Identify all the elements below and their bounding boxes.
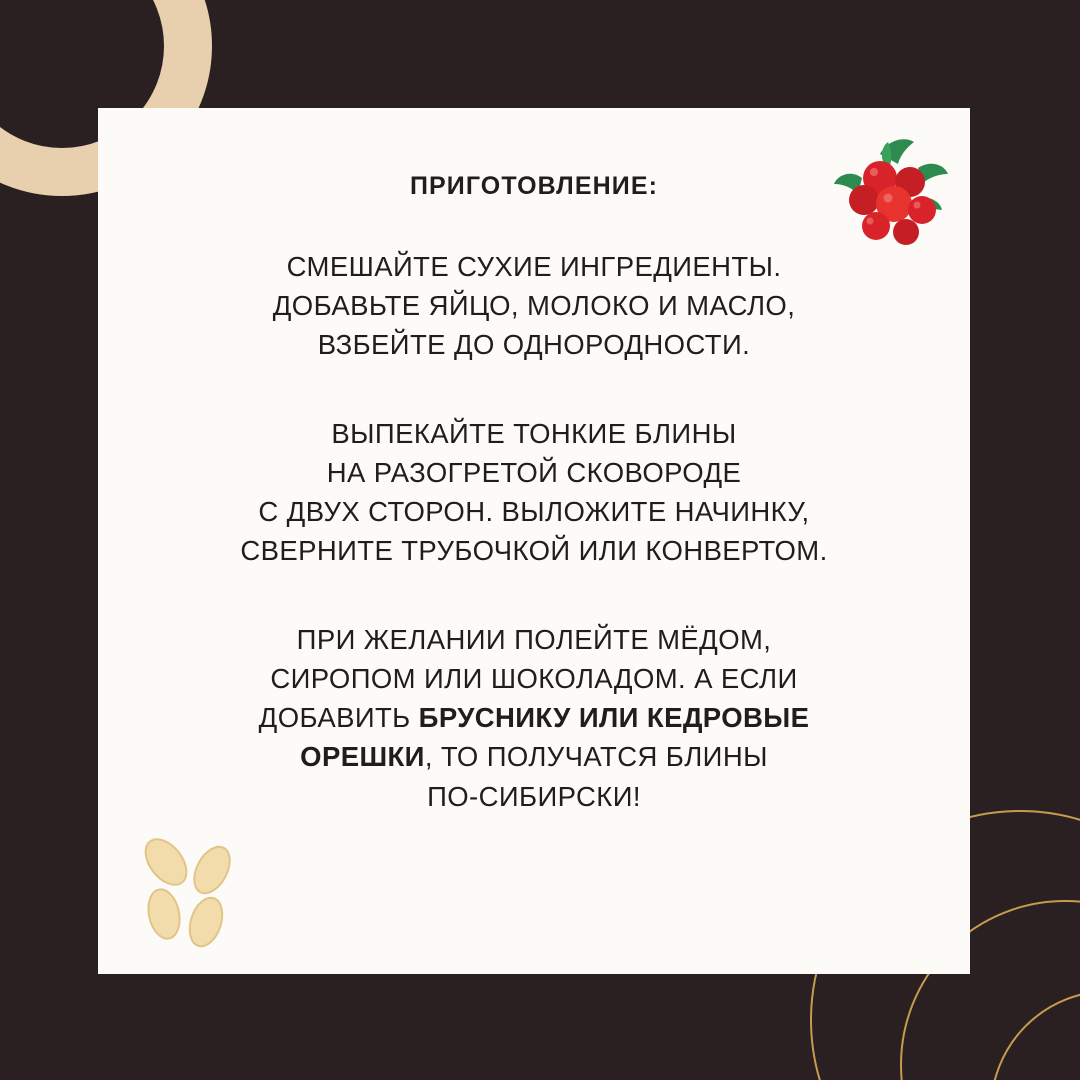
body-text: СИРОПОМ ИЛИ ШОКОЛАДОМ. А ЕСЛИ xyxy=(270,663,798,695)
recipe-line xyxy=(144,620,924,659)
body-text: ПРИ ЖЕЛАНИИ ПОЛЕЙТЕ МЁДОМ, xyxy=(296,624,772,656)
recipe-line xyxy=(144,659,924,698)
recipe-line xyxy=(144,777,924,816)
recipe-line xyxy=(144,247,924,286)
emphasis-text: БРУСНИКУ ИЛИ КЕДРОВЫЕ xyxy=(418,702,810,734)
body-text: ДОБАВЬТЕ ЯЙЦО, МОЛОКО И МАСЛО, xyxy=(272,290,796,322)
body-text: СМЕШАЙТЕ СУХИЕ ИНГРЕДИЕНТЫ. xyxy=(286,251,782,282)
recipe-card xyxy=(98,108,970,974)
recipe-line xyxy=(144,492,924,531)
recipe-line xyxy=(144,453,924,492)
body-text: НА РАЗОГРЕТОЙ СКОВОРОДЕ xyxy=(326,457,742,489)
recipe-line xyxy=(144,698,924,737)
body-text: ВЗБЕЙТЕ ДО ОДНОРОДНОСТИ. xyxy=(317,329,751,361)
recipe-step-step-1 xyxy=(144,247,924,364)
recipe-step-step-3 xyxy=(144,620,924,815)
body-text: ВЫПЕКАЙТЕ ТОНКИЕ БЛИНЫ xyxy=(331,418,737,450)
recipe-step-step-2 xyxy=(144,414,924,570)
lingonberry-cluster-icon xyxy=(818,134,954,258)
body-text: , ТО ПОЛУЧАТСЯ БЛИНЫ xyxy=(424,741,768,773)
emphasis-text: ОРЕШКИ xyxy=(300,741,425,773)
body-text: СВЕРНИТЕ ТРУБОЧКОЙ ИЛИ КОНВЕРТОМ. xyxy=(240,535,828,567)
recipe-line xyxy=(144,414,924,453)
recipe-line xyxy=(144,325,924,364)
recipe-line xyxy=(144,737,924,776)
recipe-steps xyxy=(144,247,924,816)
recipe-line xyxy=(144,531,924,570)
page-title: ПРИГОТОВЛЕНИЕ: xyxy=(409,172,659,200)
body-text: С ДВУХ СТОРОН. ВЫЛОЖИТЕ НАЧИНКУ, xyxy=(258,496,810,528)
pine-nuts-icon xyxy=(120,830,266,958)
body-text: ПО-СИБИРСКИ! xyxy=(427,780,641,812)
body-text: ДОБАВИТЬ xyxy=(258,702,419,734)
recipe-line xyxy=(144,286,924,325)
